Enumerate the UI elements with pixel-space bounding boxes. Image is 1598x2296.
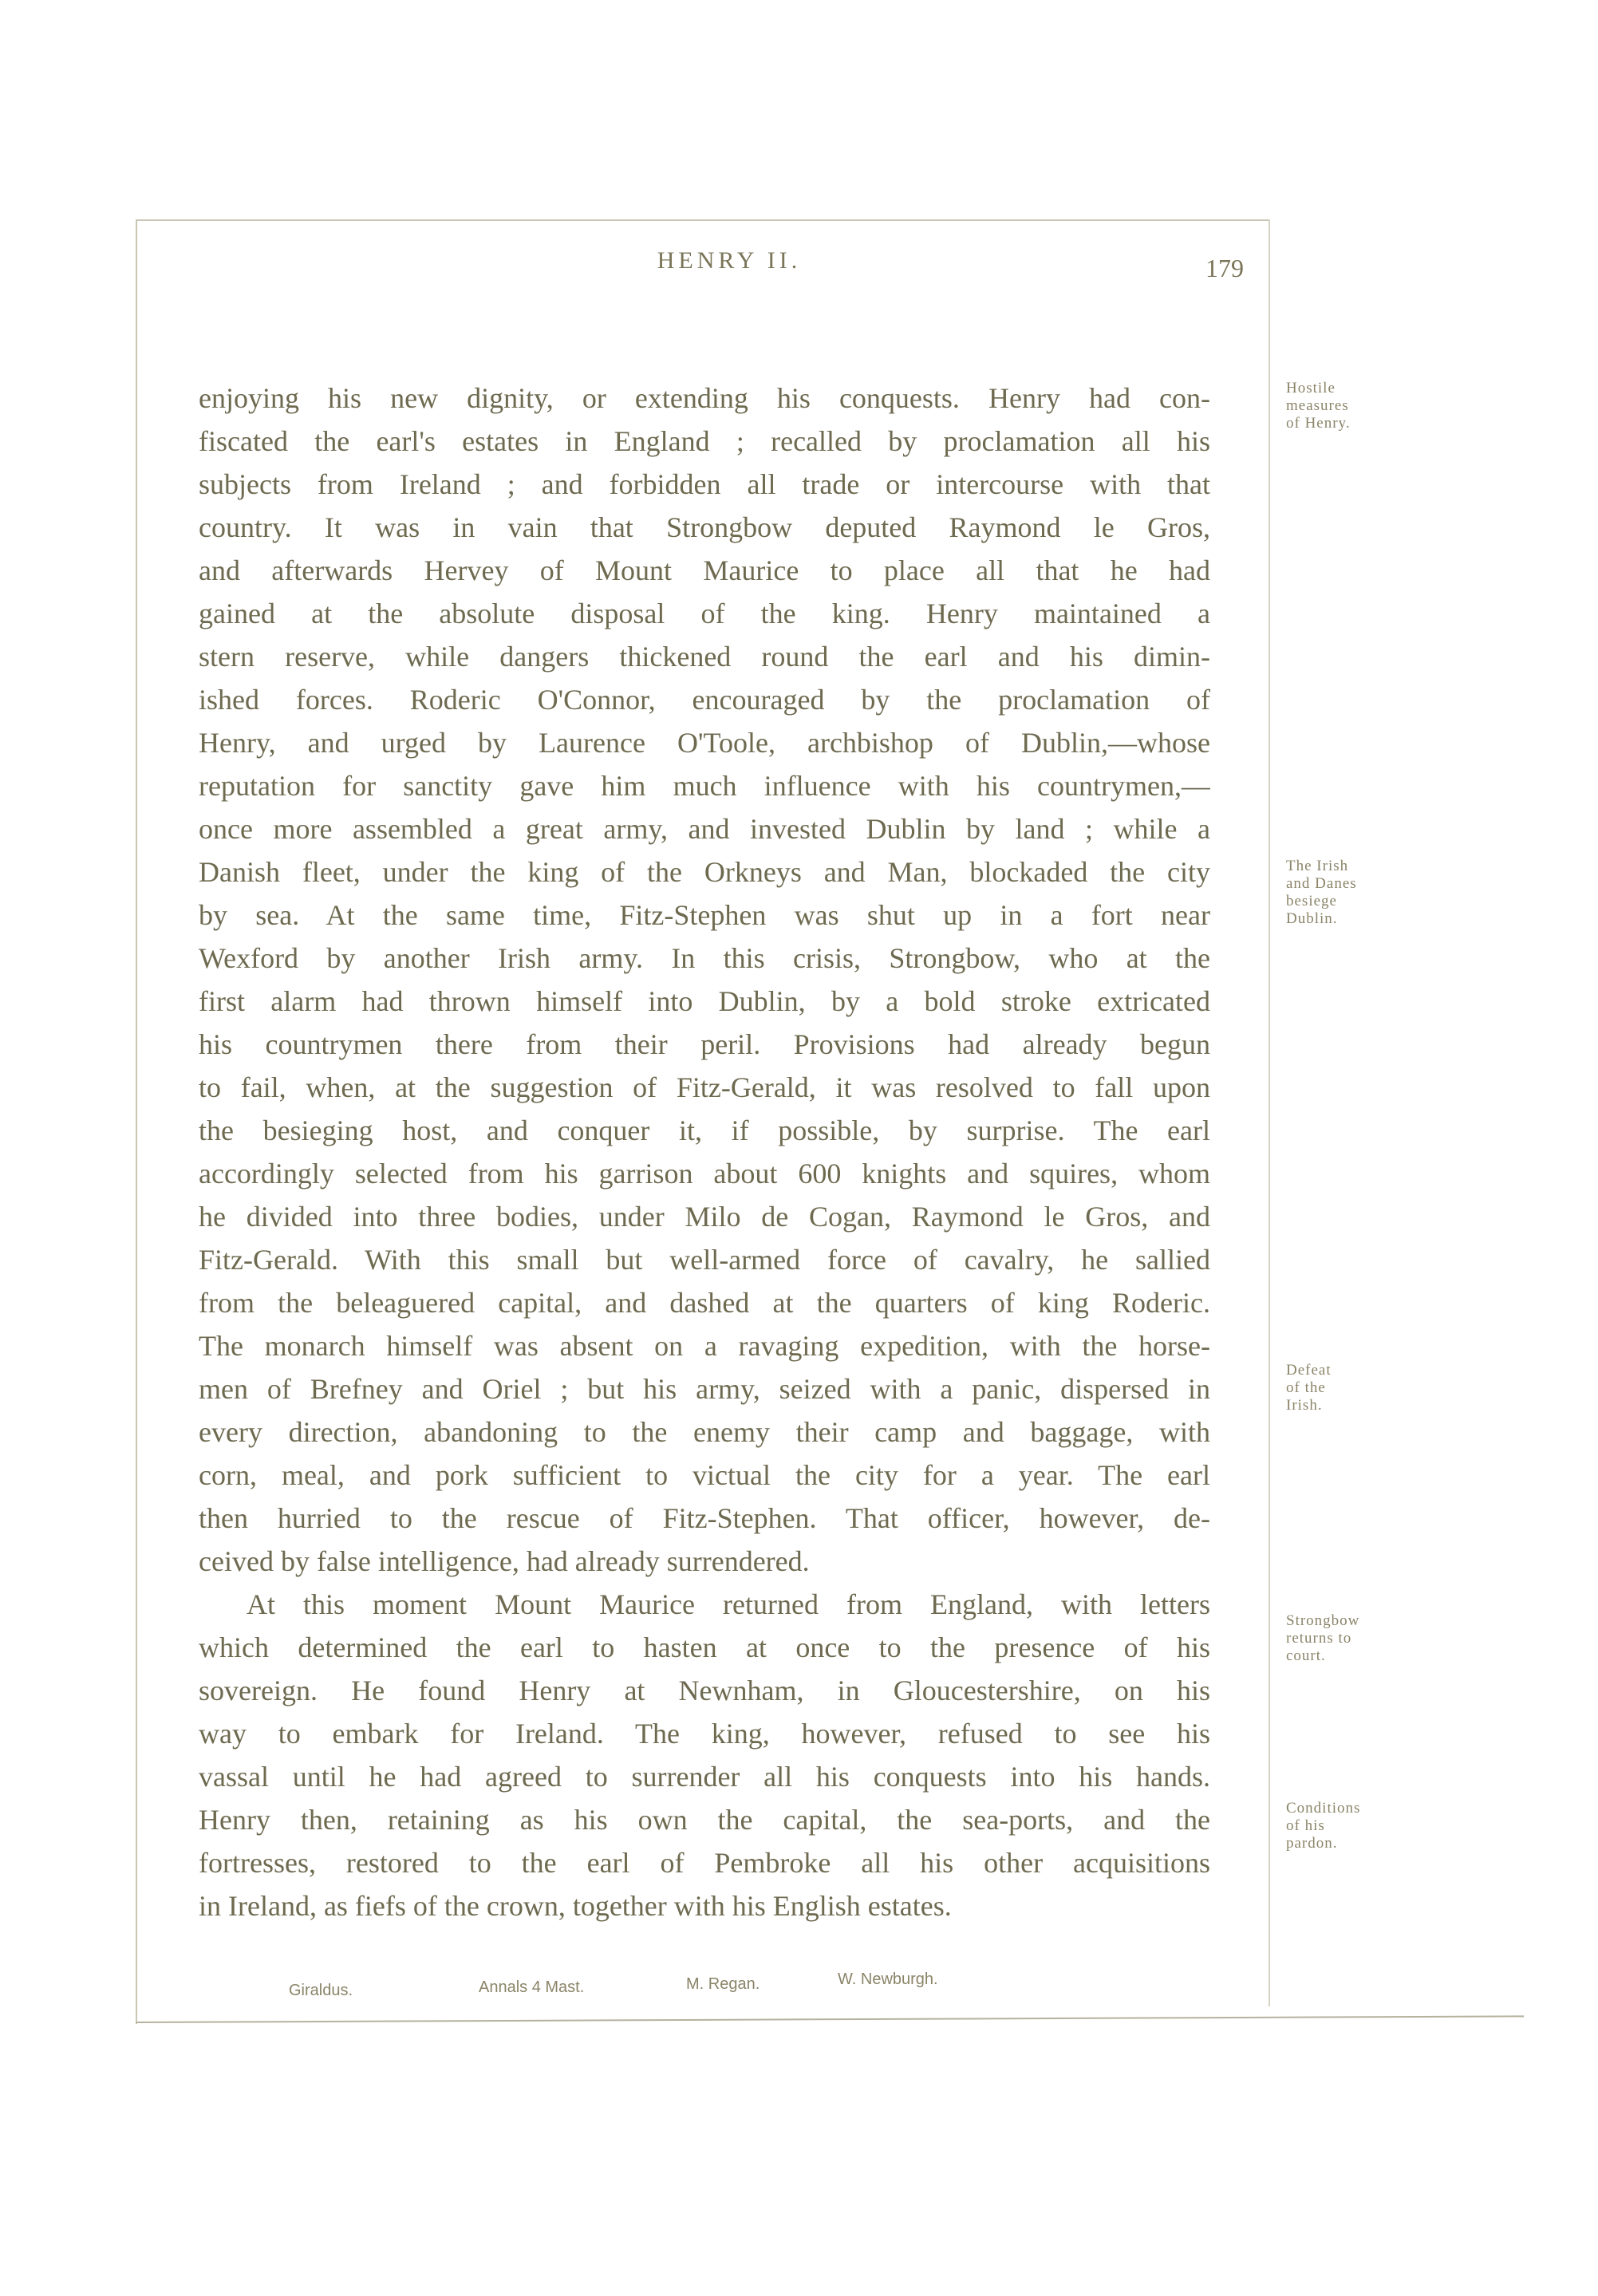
text-line: The monarch himself was absent on a ravaging expedition, with the horse-: [199, 1330, 1210, 1362]
text-line: to fail, when, at the suggestion of Fitz-Gerald, it was resolved to fall upon: [199, 1071, 1210, 1103]
page-frame-bottom: [136, 2015, 1524, 2023]
text-line: Henry, and urged by Laurence O'Toole, archbishop of Dublin,—whose: [199, 727, 1210, 759]
margin-note-line: Irish.: [1286, 1397, 1323, 1414]
text-line: first alarm had thrown himself into Dublin, by a bold stroke extricated: [199, 985, 1210, 1017]
margin-note-line: returns to: [1286, 1630, 1352, 1647]
text-line: Danish fleet, under the king of the Orkneys and Man, blockaded the city: [199, 856, 1210, 888]
page-frame-left: [136, 219, 137, 2024]
text-line: reputation for sanctity gave him much influence with his countrymen,—: [199, 770, 1210, 802]
source-regan: M. Regan.: [686, 1975, 760, 1993]
source-annals: Annals 4 Mast.: [479, 1978, 585, 1996]
margin-note-line: of Henry.: [1286, 415, 1351, 432]
text-line: vassal until he had agreed to surrender all his conquests into his hands.: [199, 1761, 1210, 1793]
margin-note: [1286, 1800, 1414, 1852]
text-line: every direction, abandoning to the enemy their camp and baggage, with: [199, 1416, 1210, 1448]
text-line: gained at the absolute disposal of the king. Henry maintained a: [199, 598, 1210, 629]
page-frame-right: [1269, 219, 1270, 2006]
margin-note-line: pardon.: [1286, 1835, 1338, 1852]
text-line: stern reserve, while dangers thickened round the earl and his dimin-: [199, 641, 1210, 673]
text-line: the besieging host, and conquer it, if possible, by surprise. The earl: [199, 1114, 1210, 1146]
text-line: sovereign. He found Henry at Newnham, in Gloucestershire, on his: [199, 1675, 1210, 1706]
text-line: way to embark for Ireland. The king, however, refused to see his: [199, 1718, 1210, 1750]
text-line: Fitz-Gerald. With this small but well-armed force of cavalry, he sallied: [199, 1244, 1210, 1276]
text-line: Henry then, retaining as his own the capital, the sea-ports, and the: [199, 1804, 1210, 1836]
margin-note: [1286, 1362, 1414, 1414]
body-text: [199, 377, 1210, 1927]
source-newburgh: W. Newburgh.: [838, 1971, 938, 1988]
text-line: fortresses, restored to the earl of Pembroke all his other acquisitions: [199, 1847, 1210, 1879]
margin-note-line: besiege: [1286, 893, 1337, 909]
margin-note-line: and Danes: [1286, 875, 1357, 892]
text-line: once more assembled a great army, and invested Dublin by land ; while a: [199, 813, 1210, 845]
margin-note-line: Dublin.: [1286, 910, 1338, 927]
margin-note-line: of his: [1286, 1817, 1325, 1834]
running-head: HENRY II.: [657, 247, 802, 274]
text-line: then hurried to the rescue of Fitz-Stephen. That officer, however, de-: [199, 1502, 1210, 1534]
text-line: Wexford by another Irish army. In this crisis, Strongbow, who at the: [199, 942, 1210, 974]
text-line: in Ireland, as fiefs of the crown, together with his English estates.: [199, 1890, 952, 1922]
source-giraldus: Giraldus.: [289, 1982, 353, 1999]
text-line: ceived by false intelligence, had already surrendered.: [199, 1545, 810, 1577]
text-line: ished forces. Roderic O'Connor, encouraged by the proclamation of: [199, 684, 1210, 716]
margin-note-line: Conditions: [1286, 1800, 1361, 1817]
margin-note-line: court.: [1286, 1647, 1326, 1664]
text-line: and afterwards Hervey of Mount Maurice to place all that he had: [199, 554, 1210, 586]
text-line: accordingly selected from his garrison about 600 knights and squires, whom: [199, 1158, 1210, 1189]
margin-note-line: Hostile: [1286, 380, 1336, 396]
text-line: country. It was in vain that Strongbow deputed Raymond le Gros,: [199, 511, 1210, 543]
margin-note-line: measures: [1286, 397, 1349, 414]
text-line: fiscated the earl's estates in England ; recalled by proclamation all his: [199, 425, 1210, 457]
text-line: subjects from Ireland ; and forbidden all trade or intercourse with that: [199, 468, 1210, 500]
margin-note-line: The Irish: [1286, 858, 1349, 874]
margin-note-line: Strongbow: [1286, 1612, 1360, 1629]
text-line: by sea. At the same time, Fitz-Stephen was shut up in a fort near: [199, 899, 1210, 931]
text-line: from the beleaguered capital, and dashed at the quarters of king Roderic.: [199, 1287, 1210, 1319]
margin-note: [1286, 1612, 1414, 1665]
text-line: his countrymen there from their peril. Provisions had already begun: [199, 1028, 1210, 1060]
margin-note-line: of the: [1286, 1379, 1326, 1396]
text-line: At this moment Mount Maurice returned from England, with letters: [247, 1588, 1210, 1620]
margin-note: [1286, 380, 1414, 432]
text-line: which determined the earl to hasten at once to the presence of his: [199, 1631, 1210, 1663]
margin-note: [1286, 858, 1414, 928]
margin-note-line: Defeat: [1286, 1362, 1332, 1379]
text-line: he divided into three bodies, under Milo de Cogan, Raymond le Gros, and: [199, 1201, 1210, 1233]
page-number: 179: [1205, 254, 1244, 282]
text-line: enjoying his new dignity, or extending his conquests. Henry had con-: [199, 382, 1210, 414]
text-line: men of Brefney and Oriel ; but his army, seized with a panic, dispersed in: [199, 1373, 1210, 1405]
text-line: corn, meal, and pork sufficient to victual the city for a year. The earl: [199, 1459, 1210, 1491]
page-header: [199, 247, 1260, 295]
page-frame-top: [136, 219, 1269, 221]
